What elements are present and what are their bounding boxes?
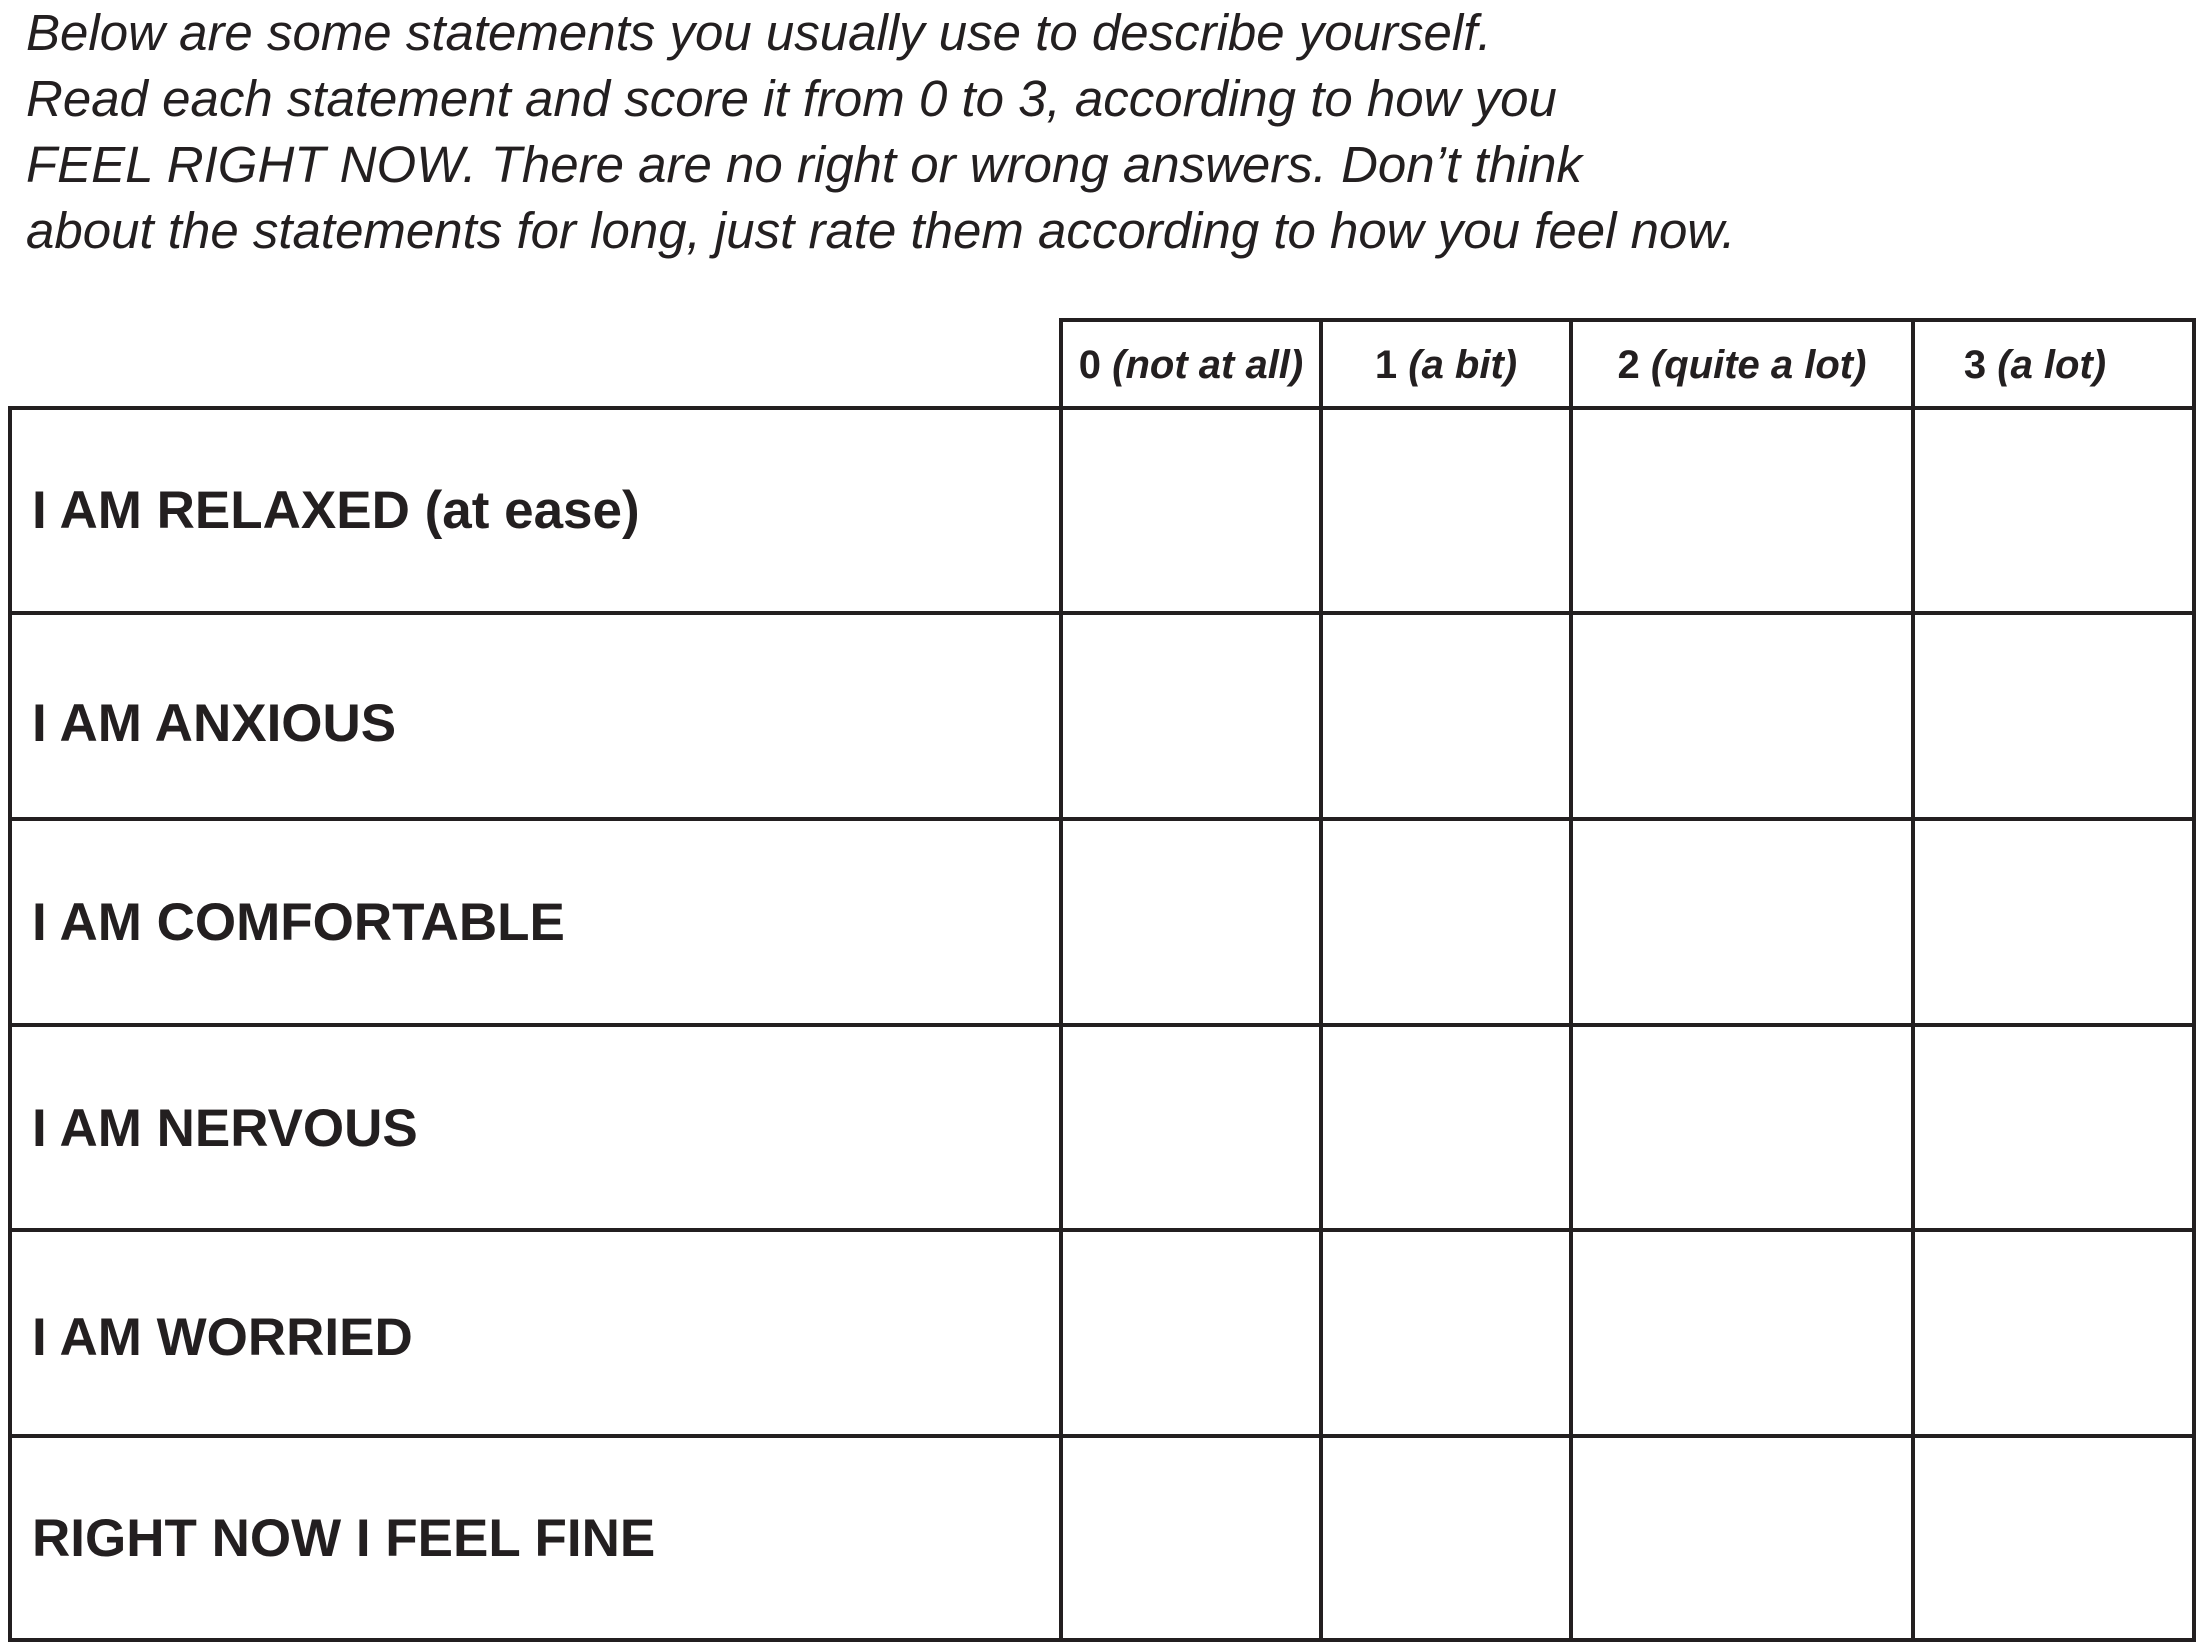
instruction-line-4: about the statements for long, just rate them according to how you feel now. <box>26 202 1736 259</box>
instruction-line-2: Read each statement and score it from 0 to 3, according to how you <box>26 70 1557 127</box>
rating-cell-row-5-score-3[interactable] <box>1915 1232 2192 1438</box>
statement-nervous: I AM NERVOUS <box>32 1099 418 1158</box>
table-left-border <box>8 406 12 1642</box>
rating-cell-row-2-score-0[interactable] <box>1063 615 1323 821</box>
rating-cell-row-1-score-3[interactable] <box>1915 410 2192 615</box>
statement-comfortable: I AM COMFORTABLE <box>32 892 565 952</box>
column-header-3 <box>1915 322 2155 408</box>
rating-cell-row-2-score-1[interactable] <box>1323 615 1573 821</box>
rating-cell-row-5-score-0[interactable] <box>1063 1232 1323 1438</box>
column-header-2-number: 2 <box>1617 342 1640 387</box>
table-bottom-border <box>8 1638 2196 1642</box>
rating-cell-row-5-score-1[interactable] <box>1323 1232 1573 1438</box>
rating-cell-row-6-score-2[interactable] <box>1573 1438 1915 1638</box>
statement-worried: I AM WORRIED <box>32 1307 413 1367</box>
table-right-border <box>2192 318 2196 1642</box>
column-header-0-description: (not at all) <box>1112 342 1304 387</box>
instruction-line-3: FEEL RIGHT NOW. There are no right or wrong answers. Don’t think <box>26 136 1583 193</box>
column-header-0-number: 0 <box>1078 342 1102 387</box>
column-header-1 <box>1323 322 1569 408</box>
statement-anxious: I AM ANXIOUS <box>32 693 397 753</box>
rating-cell-row-5-score-2[interactable] <box>1573 1232 1915 1438</box>
rating-cell-row-3-score-0[interactable] <box>1063 821 1323 1027</box>
column-header-3-number: 3 <box>1963 342 1987 387</box>
rating-cell-row-4-score-2[interactable] <box>1573 1027 1915 1232</box>
rating-cell-row-3-score-1[interactable] <box>1323 821 1573 1027</box>
column-header-1-description: (a bit) <box>1408 342 1518 387</box>
rating-cell-row-3-score-2[interactable] <box>1573 821 1915 1027</box>
rating-cell-row-4-score-0[interactable] <box>1063 1027 1323 1232</box>
rating-cell-row-6-score-1[interactable] <box>1323 1438 1573 1638</box>
rating-cell-row-6-score-0[interactable] <box>1063 1438 1323 1638</box>
rating-cell-row-3-score-3[interactable] <box>1915 821 2192 1027</box>
rating-cell-row-4-score-1[interactable] <box>1323 1027 1573 1232</box>
statement-relaxed: I AM RELAXED (at ease) <box>32 481 640 540</box>
column-header-0 <box>1063 322 1319 408</box>
instruction-line-1: Below are some statements you usually use to describe yourself. <box>26 4 1492 61</box>
statement-feel-fine: RIGHT NOW I FEEL FINE <box>32 1508 656 1568</box>
rating-cell-row-1-score-2[interactable] <box>1573 410 1915 615</box>
rating-cell-row-2-score-3[interactable] <box>1915 615 2192 821</box>
rating-cell-row-6-score-3[interactable] <box>1915 1438 2192 1638</box>
rating-cell-row-4-score-3[interactable] <box>1915 1027 2192 1232</box>
rating-cell-row-1-score-0[interactable] <box>1063 410 1323 615</box>
column-header-2 <box>1573 322 1911 408</box>
column-header-2-description: (quite a lot) <box>1650 342 1867 387</box>
rating-cell-row-2-score-2[interactable] <box>1573 615 1915 821</box>
rating-cell-row-1-score-1[interactable] <box>1323 410 1573 615</box>
column-header-3-description: (a lot) <box>1997 342 2107 387</box>
column-header-1-number: 1 <box>1374 342 1398 387</box>
